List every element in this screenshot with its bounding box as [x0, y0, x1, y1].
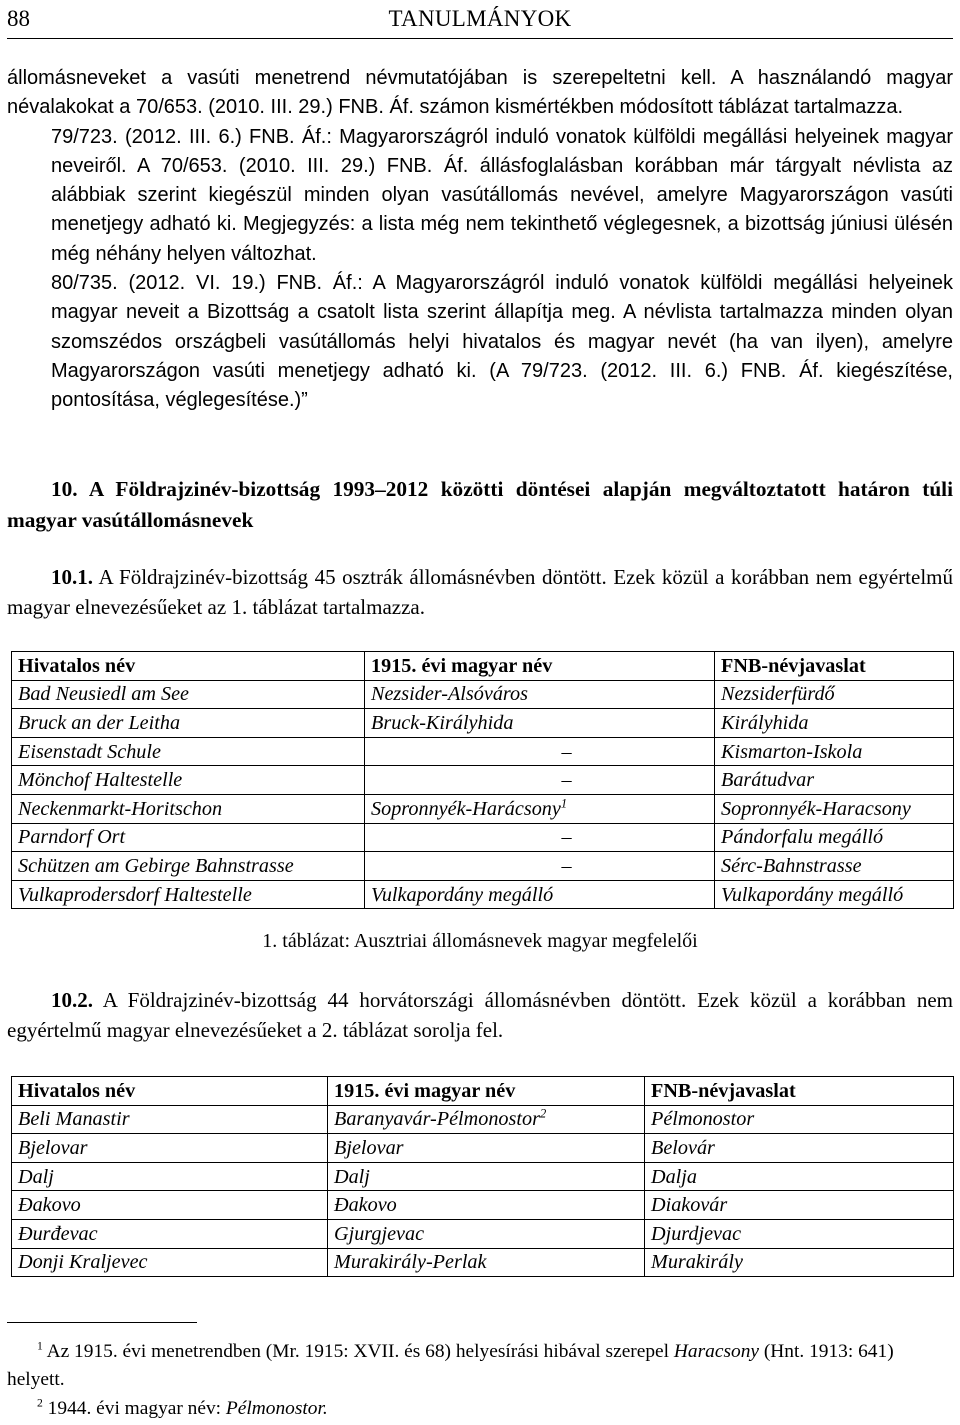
- table-row: [12, 852, 954, 881]
- cell-text: –: [561, 826, 572, 849]
- table-cell: [645, 1162, 954, 1191]
- cell-text: Nezsider-Alsóváros: [371, 683, 528, 706]
- section-10-heading: [7, 474, 953, 536]
- cell-text: Bad Neusiedl am See: [18, 683, 189, 706]
- table-cell: [715, 823, 954, 852]
- table-cell: [12, 1191, 328, 1220]
- section-10-2: [7, 985, 953, 1045]
- table-cell: [715, 737, 954, 766]
- table-row: [12, 1219, 954, 1248]
- table-row: [12, 737, 954, 766]
- table-cell: [645, 1134, 954, 1163]
- cell-text: Belovár: [651, 1136, 715, 1159]
- cell-text: Bruck an der Leitha: [18, 711, 181, 734]
- column-header: 1915. évi magyar név: [365, 652, 715, 681]
- cell-text: Dalja: [651, 1165, 697, 1188]
- table-row: [12, 1105, 954, 1134]
- table-row: [12, 1162, 954, 1191]
- table-cell: [645, 1248, 954, 1277]
- intro-paragraph-1: állomásneveket a vasúti menetrend névmutatójában is szerepeltetni kell. A használandó magyar névalakokat a 70/653. (2010. III. 29.) FNB. Áf. számon kismértékben módosított táblázat tartalmazza.: [7, 67, 953, 119]
- table-row: [12, 1134, 954, 1163]
- cell-text: Đakovo: [18, 1194, 81, 1217]
- cell-text: Djurdjevac: [651, 1222, 742, 1245]
- table-cell: [365, 766, 715, 795]
- table-cell: [715, 766, 954, 795]
- section-10-title: A Földrajzinév-bizottság 1993–2012 közötti döntései alapján megváltoztatott határon túli magyar vasútállomásnevek: [7, 477, 953, 532]
- cell-text: Vulkapordány megálló: [371, 883, 554, 906]
- cell-text: Murakirály: [651, 1251, 743, 1274]
- footnote-reference: 2: [539, 1106, 547, 1121]
- cell-text: Sérc-Bahnstrasse: [721, 854, 862, 877]
- cell-text: –: [561, 740, 572, 763]
- table-cell: [645, 1105, 954, 1134]
- table-row: [12, 709, 954, 738]
- cell-text: Beli Manastir: [18, 1108, 130, 1131]
- table-row: [12, 1248, 954, 1277]
- footnote-separator: [7, 1322, 197, 1323]
- footnote-1-text-a: Az 1915. évi menetrendben (Mr. 1915: XVII. és 68) helyesírási hibával szerepel: [46, 1341, 674, 1362]
- intro-paragraph-3: 80/735. (2012. VI. 19.) FNB. Áf.: A Magyarországról induló vonatok külföldi megállási helyeinek magyar neveit a Bizottság a csatolt lista szerint állapítja meg. A névlista tartalmazza minden olyan szomszédos országbeli vasútállomás helyi hivatalos és magyar nevét (ha van ilyen), amelyre Magyarországon vasúti menetjegy adható ki. (A 79/723. (2012. III. 6.) FNB. Áf. kiegészítése, pontosítása, véglegesítése.)”: [51, 272, 953, 412]
- column-header: 1915. évi magyar név: [328, 1077, 645, 1106]
- cell-text: Baranyavár-Pélmonostor: [334, 1108, 540, 1131]
- cell-text: Mönchof Haltestelle: [18, 769, 183, 792]
- document-page: [7, 0, 953, 1419]
- column-header: FNB-névjavaslat: [645, 1077, 954, 1106]
- cell-text: Diakovár: [651, 1194, 728, 1217]
- table-row: [12, 794, 954, 823]
- table-cell: [328, 1191, 645, 1220]
- table-cell: [365, 709, 715, 738]
- table-cell: [328, 1248, 645, 1277]
- table-header-row: [12, 652, 954, 681]
- cell-text: Neckenmarkt-Horitschon: [18, 797, 223, 820]
- table-cell: [365, 823, 715, 852]
- footnote-1-text-b: (Hnt. 1913: 641) helyett.: [7, 1341, 894, 1390]
- cell-text: Donji Kraljevec: [18, 1251, 148, 1274]
- table-cell: [365, 680, 715, 709]
- table-cell: [12, 852, 365, 881]
- footnote-2-text-a: 1944. évi magyar név:: [47, 1398, 226, 1419]
- table-cell: [12, 1219, 328, 1248]
- footnote-reference: 1: [560, 796, 568, 811]
- table-cell: [12, 1105, 328, 1134]
- footnote-2-italic: Pélmonostor.: [225, 1398, 328, 1419]
- table-cell: [12, 794, 365, 823]
- table-cell: [365, 794, 715, 823]
- table-row: [12, 680, 954, 709]
- table-cell: [328, 1105, 645, 1134]
- cell-text: Nezsiderfürdő: [721, 683, 835, 706]
- page-number: 88: [7, 6, 30, 31]
- table-cell: [365, 737, 715, 766]
- cell-text: Királyhida: [721, 711, 809, 734]
- footnote-2-number: 2: [37, 1396, 43, 1410]
- table-cell: [12, 1248, 328, 1277]
- section-10-2-text: A Földrajzinév-bizottság 44 horvátországi állomásnévben döntött. Ezek közül a korábban nem egyértelmű magyar elnevezésűeket a 2. táblázat sorolja fel.: [7, 988, 953, 1042]
- table-cell: [12, 737, 365, 766]
- table-row: [12, 823, 954, 852]
- table-row: [12, 766, 954, 795]
- footnote-1: [7, 1338, 953, 1394]
- cell-text: Schützen am Gebirge Bahnstrasse: [18, 854, 294, 877]
- footnote-1-italic: Haracsony: [673, 1341, 759, 1362]
- cell-text: Sopronnyék-Harácsony: [371, 797, 561, 820]
- section-10-1: [7, 562, 953, 622]
- cell-text: Pándorfalu megálló: [721, 826, 884, 849]
- table-cell: [715, 880, 954, 909]
- table-cell: [328, 1162, 645, 1191]
- column-header: Hivatalos név: [12, 1077, 328, 1106]
- section-10-1-text: A Földrajzinév-bizottság 45 osztrák állomásnévben döntött. Ezek közül a korábban nem egyértelmű magyar elnevezésűeket az 1. táblázat tartalmazza.: [7, 565, 953, 619]
- section-10-number: 10.: [51, 477, 78, 501]
- table-cell: [12, 766, 365, 795]
- intro-paragraph-2: 79/723. (2012. III. 6.) FNB. Áf.: Magyarországról induló vonatok külföldi megállási helyeinek magyar neveiről. A 70/653. (2010. III. 29.) FNB. Áf. állásfoglalásban korábban már tárgyalt névlista az alábbiak szerint kiegészül minden olyan vasútállomás nevével, amelyre Magyarországon vasúti menetjegy adható ki. Megjegyzés: a lista még nem tekinthető véglegesnek, a bizottság júniusi ülésén még néhány helyen változhat.: [51, 125, 953, 265]
- cell-text: Bruck-Királyhida: [371, 711, 514, 734]
- section-10-1-number: 10.1.: [51, 565, 93, 589]
- running-title: TANULMÁNYOK: [388, 6, 572, 31]
- cell-text: Vulkaprodersdorf Haltestelle: [18, 883, 252, 906]
- table-cell: [365, 880, 715, 909]
- cell-text: Sopronnyék-Haracsony: [721, 797, 911, 820]
- cell-text: Murakirály-Perlak: [334, 1251, 487, 1274]
- table-cell: [12, 1162, 328, 1191]
- table-cell: [365, 852, 715, 881]
- table-cell: [12, 880, 365, 909]
- cell-text: Đakovo: [334, 1194, 397, 1217]
- cell-text: Gjurgjevac: [334, 1222, 425, 1245]
- table-cell: [715, 794, 954, 823]
- cell-text: Bjelovar: [18, 1136, 88, 1159]
- table-croatian-stations: [11, 1076, 954, 1277]
- cell-text: Dalj: [334, 1165, 370, 1188]
- table-cell: [12, 823, 365, 852]
- footnote-1-number: 1: [37, 1339, 43, 1353]
- intro-text: [7, 64, 953, 416]
- cell-text: Barátudvar: [721, 769, 815, 792]
- cell-text: Dalj: [18, 1165, 54, 1188]
- table-cell: [715, 852, 954, 881]
- cell-text: Kismarton-Iskola: [721, 740, 863, 763]
- table-cell: [328, 1134, 645, 1163]
- table-cell: [328, 1219, 645, 1248]
- cell-text: Pélmonostor: [651, 1108, 755, 1131]
- table-row: [12, 880, 954, 909]
- page-header: [7, 0, 953, 39]
- footnote-2: [7, 1395, 953, 1423]
- table-row: [12, 1191, 954, 1220]
- table-cell: [645, 1191, 954, 1220]
- cell-text: Eisenstadt Schule: [18, 740, 161, 763]
- table-header-row: [12, 1077, 954, 1106]
- cell-text: –: [561, 769, 572, 792]
- cell-text: Parndorf Ort: [18, 826, 126, 849]
- table-austrian-stations: [11, 651, 954, 909]
- cell-text: –: [561, 854, 572, 877]
- section-10-2-number: 10.2.: [51, 988, 93, 1012]
- column-header: FNB-névjavaslat: [715, 652, 954, 681]
- table-cell: [12, 680, 365, 709]
- table-cell: [715, 709, 954, 738]
- table-cell: [12, 1134, 328, 1163]
- table-cell: [645, 1219, 954, 1248]
- cell-text: Vulkapordány megálló: [721, 883, 904, 906]
- table-cell: [12, 709, 365, 738]
- table-1-caption: 1. táblázat: Ausztriai állomásnevek magyar megfelelői: [262, 930, 698, 952]
- cell-text: Đurđevac: [18, 1222, 98, 1245]
- table-cell: [715, 680, 954, 709]
- cell-text: Bjelovar: [334, 1136, 404, 1159]
- column-header: Hivatalos név: [12, 652, 365, 681]
